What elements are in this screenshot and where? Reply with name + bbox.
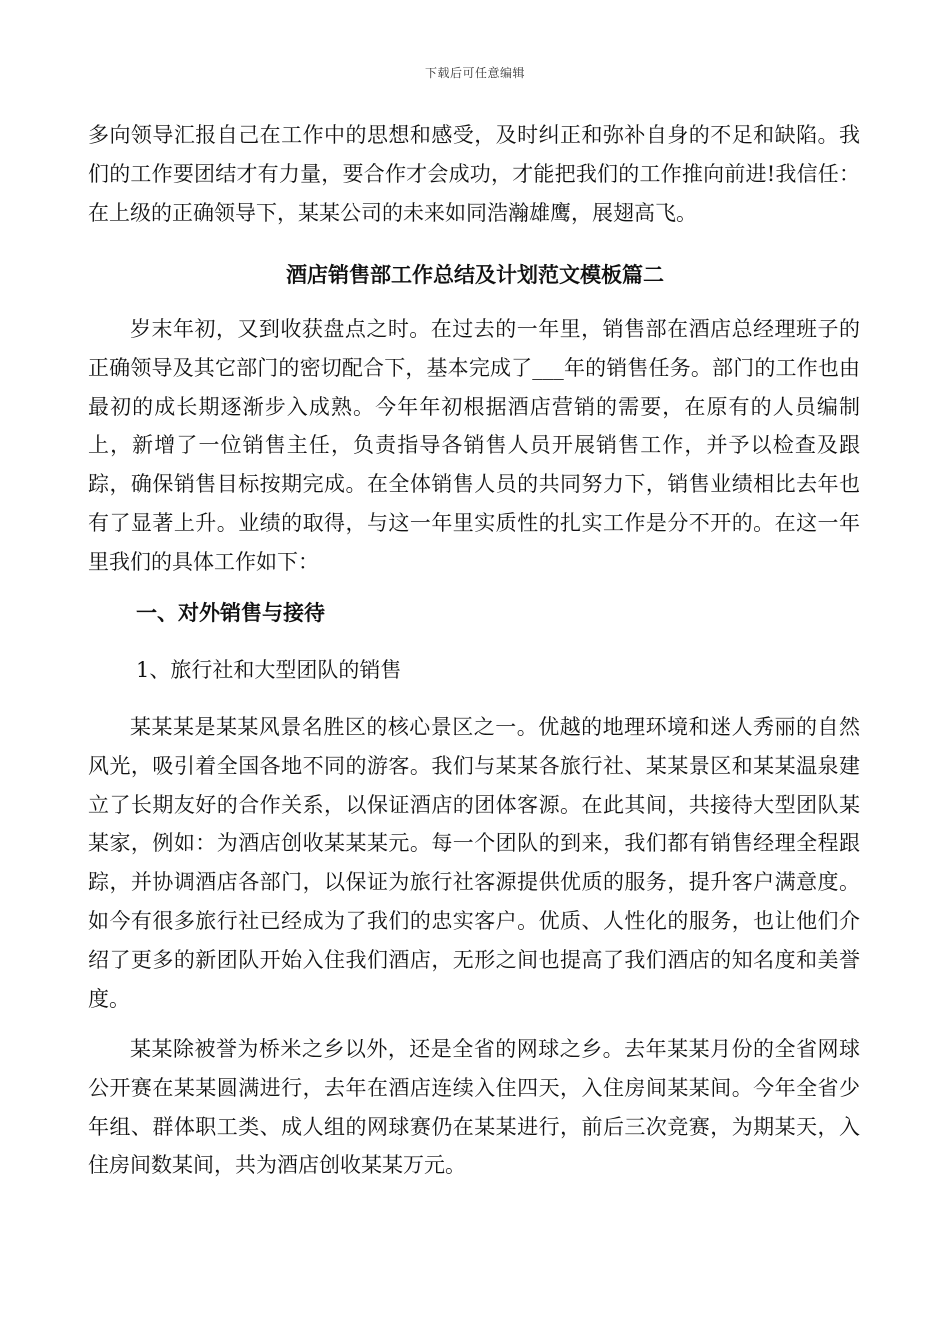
header-note: 下载后可任意编辑 [424, 66, 525, 80]
paragraph-intro: 岁末年初，又到收获盘点之时。在过去的一年里，销售部在酒店总经理班子的正确领导及其它部门的密切配合下，基本完成了___年的销售任务。部门的工作也由最初的成长期逐渐步入成熟。今年年初根据酒店营销的需要，在原有的人员编制上，新增了一位销售主任，负责指导各销售人员开展销售工作，并予以检查及跟踪，确保销售目标按期完成。在全体销售人员的共同努力下，销售业绩相比去年也有了显著上升。业绩的取得，与这一年里实质性的扎实工作是分不开的。在这一年里我们的具体工作如下： [88, 317, 860, 574]
section-heading: 一、对外销售与接待 [136, 600, 325, 625]
paragraph-tennis: 某某除被誉为桥米之乡以外，还是全省的网球之乡。去年某某月份的全省网球公开赛在某某圆满进行，去年在酒店连续入住四天，入住房间某某间。今年全省少年组、群体职工类、成人组的网球赛仍在某某进行，前后三次竞赛，为期某天，入住房间数某间，共为酒店创收某某万元。 [88, 1037, 860, 1178]
sub-heading: 1、旅行社和大型团队的销售 [136, 658, 402, 682]
document-title: 酒店销售部工作总结及计划范文模板篇二 [286, 262, 664, 287]
paragraph-continuation: 多向领导汇报自己在工作中的思想和感受，及时纠正和弥补自身的不足和缺陷。我们的工作要团结才有力量，要合作才会成功，才能把我们的工作推向前进!我信任：在上级的正确领导下，某某公司的未来如同浩瀚雄鹰，展翅高飞。 [88, 123, 860, 225]
paragraph-travel-agency: 某某某是某某风景名胜区的核心景区之一。优越的地理环境和迷人秀丽的自然风光，吸引着全国各地不同的游客。我们与某某各旅行社、某某景区和某某温泉建立了长期友好的合作关系，以保证酒店的团体客源。在此其间，共接待大型团队某某家，例如：为酒店创收某某某元。每一个团队的到来，我们都有销售经理全程跟踪，并协调酒店各部门，以保证为旅行社客源提供优质的服务，提升客户满意度。如今有很多旅行社已经成为了我们的忠实客户。优质、人性化的服务，也让他们介绍了更多的新团队开始入住我们酒店，无形之间也提高了我们酒店的知名度和美誉度。 [88, 715, 860, 1011]
